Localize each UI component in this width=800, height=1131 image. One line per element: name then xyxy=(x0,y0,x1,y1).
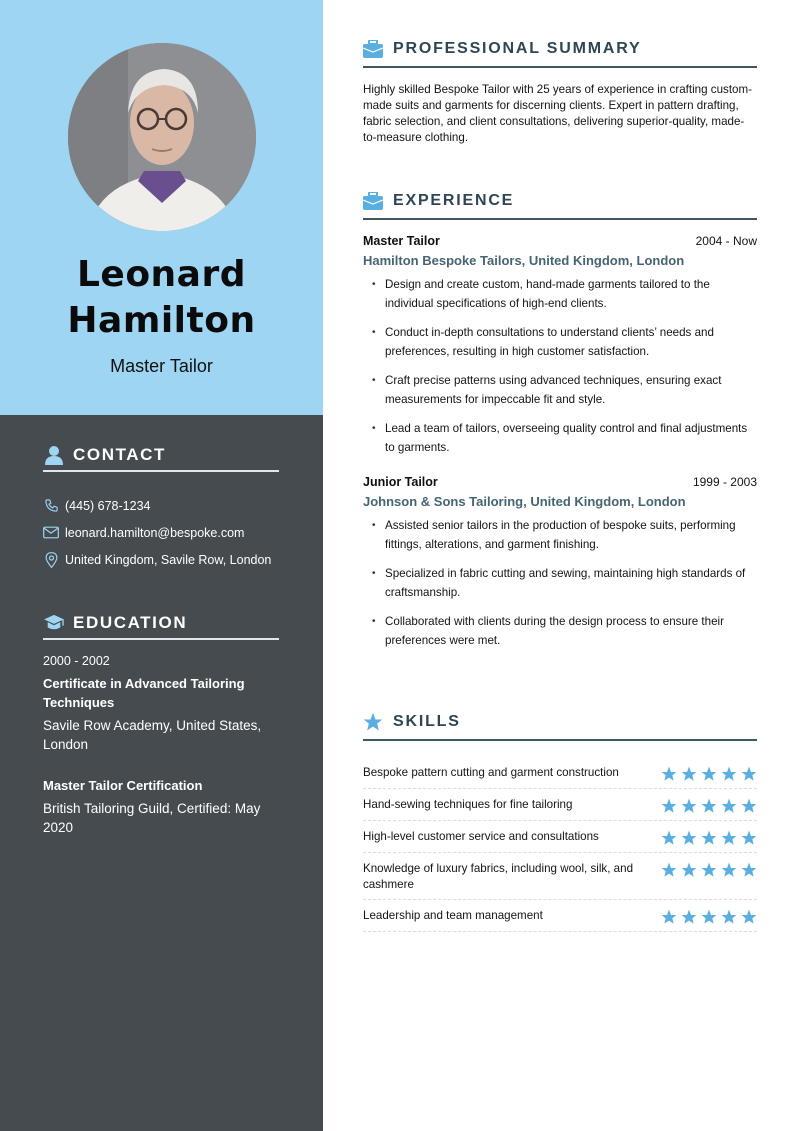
job-dates: 2004 - Now xyxy=(695,234,757,248)
star-icon xyxy=(661,798,677,814)
job-bullet: • Specialized in fabric cutting and sewing, maintaining high standards of craftsmanship. xyxy=(363,564,757,602)
skill-row xyxy=(363,900,757,932)
star-icon xyxy=(681,909,697,925)
job-bullet: • Lead a team of tailors, overseeing quality control and final adjustments to garments. xyxy=(363,419,757,457)
job-bullet: • Conduct in-depth consultations to understand clients’ needs and preferences, resulting in high customer satisfaction. xyxy=(363,323,757,361)
contact-email[interactable] xyxy=(43,519,279,546)
star-icon xyxy=(721,798,737,814)
contact-list xyxy=(43,492,279,573)
contact-phone[interactable] xyxy=(43,492,279,519)
job-bullet: • Design and create custom, hand-made garments tailored to the individual specifications of high-end clients. xyxy=(363,275,757,313)
sidebar xyxy=(0,0,323,1131)
summary-heading-label: PROFESSIONAL SUMMARY xyxy=(393,40,642,57)
star-icon xyxy=(681,766,697,782)
skills-heading xyxy=(363,711,757,741)
education-school: Savile Row Academy, United States, London xyxy=(43,718,262,752)
education-section xyxy=(43,612,279,837)
job-entry xyxy=(363,475,757,650)
last-name: Hamilton xyxy=(67,300,256,341)
summary-section xyxy=(363,38,757,146)
star-icon xyxy=(741,766,757,782)
star-icon xyxy=(741,909,757,925)
briefcase-icon xyxy=(363,39,383,59)
skill-name: Knowledge of luxury fabrics, including wool, silk, and cashmere xyxy=(363,862,634,891)
star-icon xyxy=(721,766,737,782)
profile-photo xyxy=(68,43,256,231)
skill-rating xyxy=(661,861,757,878)
profile-header xyxy=(0,0,323,415)
skill-name: Bespoke pattern cutting and garment construction xyxy=(363,766,619,779)
location-text: United Kingdom, Savile Row, London xyxy=(65,552,272,567)
star-icon xyxy=(721,830,737,846)
job-company: Hamilton Bespoke Tailors, United Kingdom, London xyxy=(363,253,685,268)
star-icon xyxy=(701,862,717,878)
skill-row xyxy=(363,853,757,900)
education-degree: Master Tailor Certification xyxy=(43,778,203,793)
skill-rating xyxy=(661,829,757,846)
skill-name: Hand-sewing techniques for fine tailoring xyxy=(363,798,573,811)
skills-list xyxy=(363,757,757,932)
phone-icon xyxy=(43,498,59,514)
full-name xyxy=(0,252,323,344)
portrait-image xyxy=(68,43,256,231)
skill-row xyxy=(363,789,757,821)
star-icon xyxy=(721,909,737,925)
education-school: British Tailoring Guild, Certified: May 2020 xyxy=(43,801,261,835)
education-entry xyxy=(43,776,279,837)
job-bullets xyxy=(363,275,757,457)
star-icon xyxy=(701,798,717,814)
star-icon xyxy=(661,862,677,878)
star-icon xyxy=(701,766,717,782)
envelope-icon xyxy=(43,525,59,541)
contact-section xyxy=(43,444,279,573)
star-icon xyxy=(741,798,757,814)
location-pin-icon xyxy=(43,552,59,568)
contact-heading xyxy=(43,444,279,472)
star-icon xyxy=(701,830,717,846)
star-icon xyxy=(661,766,677,782)
star-icon xyxy=(363,712,383,732)
star-icon xyxy=(741,830,757,846)
briefcase-icon xyxy=(363,191,383,211)
contact-location xyxy=(43,546,279,573)
skills-section xyxy=(363,711,757,932)
skill-row xyxy=(363,821,757,853)
experience-heading xyxy=(363,190,757,220)
job-role: Master Tailor xyxy=(363,234,440,248)
email-address: leonard.hamilton@bespoke.com xyxy=(65,525,245,540)
summary-heading xyxy=(363,38,757,68)
job-company: Johnson & Sons Tailoring, United Kingdom, London xyxy=(363,494,686,509)
job-entry xyxy=(363,234,757,457)
job-bullet: • Craft precise patterns using advanced techniques, ensuring exact measurements for impeccable fit and style. xyxy=(363,371,757,409)
star-icon xyxy=(681,798,697,814)
job-bullet: • Collaborated with clients during the design process to ensure their preferences were met. xyxy=(363,612,757,650)
summary-text: Highly skilled Bespoke Tailor with 25 years of experience in crafting custom-made suits and garments for discerning clients. Expert in pattern drafting, fabric selection, and client consultations, delivering superior-quality, made-to-measure clothing. xyxy=(363,83,753,144)
star-icon xyxy=(701,909,717,925)
education-dates: 2000 - 2002 xyxy=(43,654,110,668)
job-title: Master Tailor xyxy=(110,356,213,376)
job-dates: 1999 - 2003 xyxy=(692,475,757,489)
skill-rating xyxy=(661,797,757,814)
person-icon xyxy=(43,444,65,466)
star-icon xyxy=(681,830,697,846)
experience-section xyxy=(363,190,757,660)
skill-rating xyxy=(661,765,757,782)
star-icon xyxy=(661,909,677,925)
job-role: Junior Tailor xyxy=(363,475,438,489)
skill-name: High-level customer service and consultations xyxy=(363,830,599,843)
job-bullet: • Assisted senior tailors in the production of bespoke suits, performing fittings, alterations, and garment finishing. xyxy=(363,516,757,554)
experience-heading-label: EXPERIENCE xyxy=(393,192,515,209)
star-icon xyxy=(721,862,737,878)
education-entry xyxy=(43,654,279,754)
star-icon xyxy=(681,862,697,878)
contact-heading-label: CONTACT xyxy=(73,445,167,464)
graduation-cap-icon xyxy=(43,612,65,634)
star-icon xyxy=(741,862,757,878)
education-heading xyxy=(43,612,279,640)
job-bullets xyxy=(363,516,757,650)
skill-rating xyxy=(661,908,757,925)
star-icon xyxy=(661,830,677,846)
education-heading-label: EDUCATION xyxy=(73,613,188,632)
skill-name: Leadership and team management xyxy=(363,909,543,922)
skills-heading-label: SKILLS xyxy=(393,713,461,730)
first-name: Leonard xyxy=(76,254,247,295)
education-degree: Certificate in Advanced Tailoring Techniques xyxy=(43,676,245,710)
skill-row xyxy=(363,757,757,789)
phone-number: (445) 678-1234 xyxy=(65,498,151,513)
